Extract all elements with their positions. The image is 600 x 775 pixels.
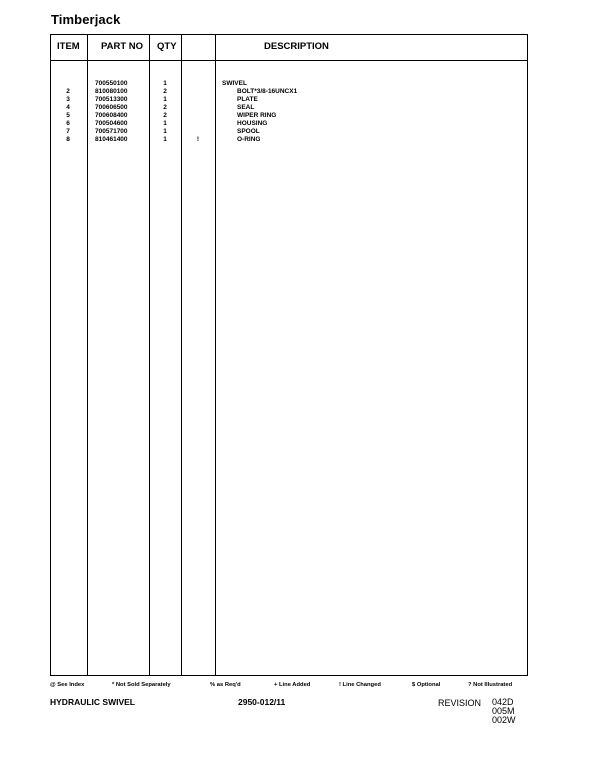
revision-label: REVISION	[438, 698, 482, 708]
cell-qty: 1	[163, 80, 167, 87]
cell-mark: !	[196, 136, 200, 143]
legend-not-sold: * Not Sold Separately	[112, 682, 171, 688]
cell-item: 5	[66, 112, 70, 119]
cell-description: SEAL	[237, 104, 255, 111]
cell-part-no: 810461400	[95, 136, 128, 143]
legend-line-added: + Line Added	[274, 682, 311, 688]
page-code: 2950-012/11	[238, 697, 286, 707]
cell-part-no: 810080100	[95, 88, 128, 95]
table-row	[51, 88, 527, 96]
cell-description: PLATE	[237, 96, 258, 103]
header-divider	[51, 60, 527, 61]
cell-item: 4	[66, 104, 70, 111]
cell-part-no: 700571700	[95, 128, 128, 135]
cell-description: SWIVEL	[222, 80, 247, 87]
header-qty: QTY	[157, 41, 177, 52]
legend-not-illustrated: ? Not Illustrated	[468, 682, 513, 688]
cell-qty: 1	[163, 128, 167, 135]
legend	[50, 682, 530, 694]
table-row	[51, 112, 527, 120]
cell-description: O-RING	[237, 136, 261, 143]
cell-qty: 2	[163, 104, 167, 111]
cell-description: HOUSING	[237, 120, 268, 127]
assembly-title: HYDRAULIC SWIVEL	[50, 697, 135, 707]
legend-see-index: @ See Index	[50, 682, 85, 688]
table-body	[51, 80, 527, 144]
header-part-no: PART NO	[101, 41, 144, 52]
header-item: ITEM	[57, 41, 80, 52]
table-row	[51, 104, 527, 112]
cell-part-no: 700608400	[95, 112, 128, 119]
table-row	[51, 96, 527, 104]
cell-part-no: 700513300	[95, 96, 128, 103]
cell-qty: 1	[163, 136, 167, 143]
legend-optional: $ Optional	[412, 682, 441, 688]
table-row	[51, 80, 527, 88]
revision-codes	[492, 698, 516, 725]
cell-description: WIPER RING	[237, 112, 277, 119]
page-footer	[50, 697, 530, 747]
revision-code: 002W	[492, 715, 516, 725]
table-row	[51, 136, 527, 144]
cell-qty: 2	[163, 112, 167, 119]
legend-as-reqd: % as Req'd	[210, 682, 241, 688]
cell-part-no: 700504600	[95, 120, 128, 127]
parts-table	[50, 34, 528, 676]
cell-part-no: 700606500	[95, 104, 128, 111]
table-row	[51, 120, 527, 128]
revision-code: 005M	[492, 706, 515, 716]
revision-code: 042D	[492, 697, 514, 707]
cell-part-no: 700550100	[95, 80, 128, 87]
cell-qty: 1	[163, 120, 167, 127]
cell-item: 7	[66, 128, 70, 135]
legend-line-changed: ! Line Changed	[339, 682, 381, 688]
cell-item: 6	[66, 120, 70, 127]
brand-title: Timberjack	[51, 12, 121, 27]
cell-item: 3	[66, 96, 70, 103]
cell-qty: 1	[163, 96, 167, 103]
header-description: DESCRIPTION	[264, 41, 329, 52]
cell-item: 8	[66, 136, 70, 143]
table-row	[51, 128, 527, 136]
cell-description: BOLT*3/8-16UNCX1	[237, 88, 298, 95]
cell-item: 2	[66, 88, 70, 95]
cell-description: SPOOL	[237, 128, 260, 135]
cell-qty: 2	[163, 88, 167, 95]
